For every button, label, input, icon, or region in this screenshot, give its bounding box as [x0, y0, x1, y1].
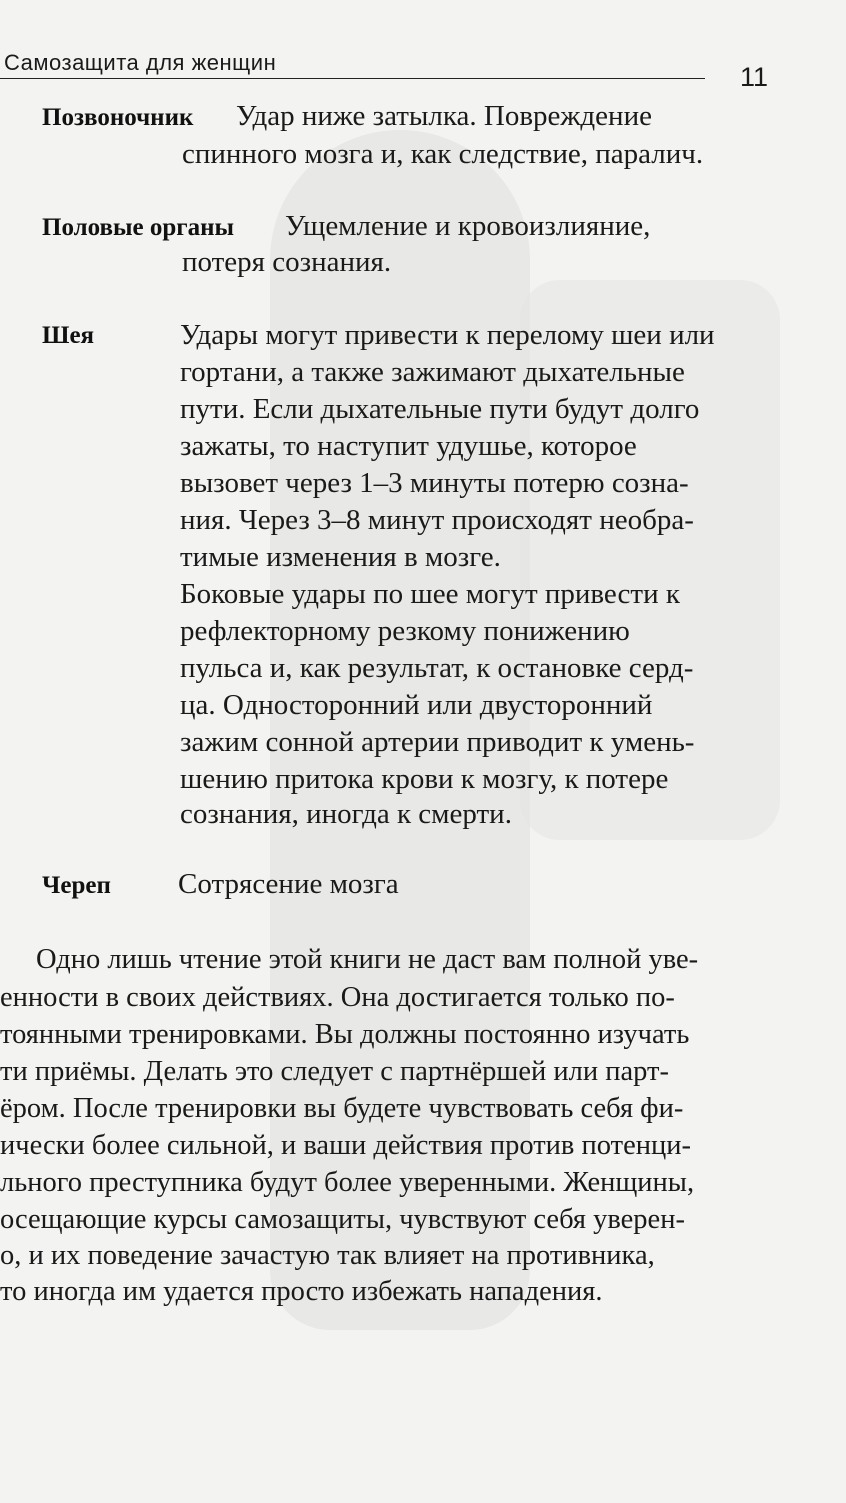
entry-line: Удары могут привести к перелому шеи или — [180, 319, 715, 351]
entry-line: зажаты, то наступит удушье, которое — [180, 430, 637, 462]
entry-term: Шея — [42, 322, 95, 349]
entry-term: Половые органы — [42, 214, 235, 241]
entry-line: спинного мозга и, как следствие, паралич. — [182, 138, 704, 170]
entry-line: пути. Если дыхательные пути будут долго — [180, 393, 700, 425]
paragraph-line: Одно лишь чтение этой книги не даст вам полной уве- — [36, 944, 699, 975]
entry-term: Позвоночник — [42, 104, 194, 131]
paragraph-line: ически более сильной, и ваши действия против потенци- — [0, 1130, 691, 1161]
paragraph-line: енности в своих действиях. Она достигается только по- — [0, 982, 675, 1013]
entry-line: вызовет через 1–3 минуты потерю созна- — [180, 467, 689, 499]
paragraph-line: осещающие курсы самозащиты, чувствуют себя уверен- — [0, 1204, 685, 1235]
entry-line: Боковые удары по шее могут привести к — [180, 578, 680, 610]
entry-line: ца. Односторонний или двусторонний — [180, 689, 653, 721]
running-title: Самозащита для женщин — [4, 50, 277, 75]
entry-line: шению притока крови к мозгу, к потере — [180, 763, 669, 795]
entry-line: пульса и, как результат, к остановке серд- — [180, 652, 694, 684]
entry-line: ния. Через 3–8 минут происходят необра- — [180, 504, 694, 536]
paragraph-line: ти приёмы. Делать это следует с партнёршей или парт- — [0, 1056, 669, 1087]
entry-line: потеря сознания. — [182, 246, 392, 278]
entry-line: Ущемление и кровоизлияние, — [285, 210, 651, 242]
entry-line: тимые изменения в мозге. — [180, 541, 501, 573]
paragraph-line: о, и их поведение зачастую так влияет на противника, — [0, 1240, 655, 1271]
entry-line: гортани, а также зажимают дыхательные — [180, 356, 685, 388]
entry-term: Череп — [42, 872, 111, 899]
paragraph-line: ёром. После тренировки вы будете чувствовать себя фи- — [0, 1093, 684, 1124]
paragraph-line: льного преступника будут более уверенными. Женщины, — [0, 1167, 695, 1198]
page-number: 11 — [740, 62, 769, 92]
running-header — [0, 48, 705, 79]
entry-line: Сотрясение мозга — [178, 868, 399, 900]
entry-line: сознания, иногда к смерти. — [180, 798, 512, 830]
paragraph-line: то иногда им удается просто избежать нападения. — [0, 1276, 603, 1307]
entry-line: рефлекторному резкому понижению — [180, 615, 630, 647]
entry-line: Удар ниже затылка. Повреждение — [236, 100, 652, 132]
paragraph-line: тоянными тренировками. Вы должны постоянно изучать — [0, 1019, 690, 1050]
entry-line: зажим сонной артерии приводит к умень- — [180, 726, 695, 758]
